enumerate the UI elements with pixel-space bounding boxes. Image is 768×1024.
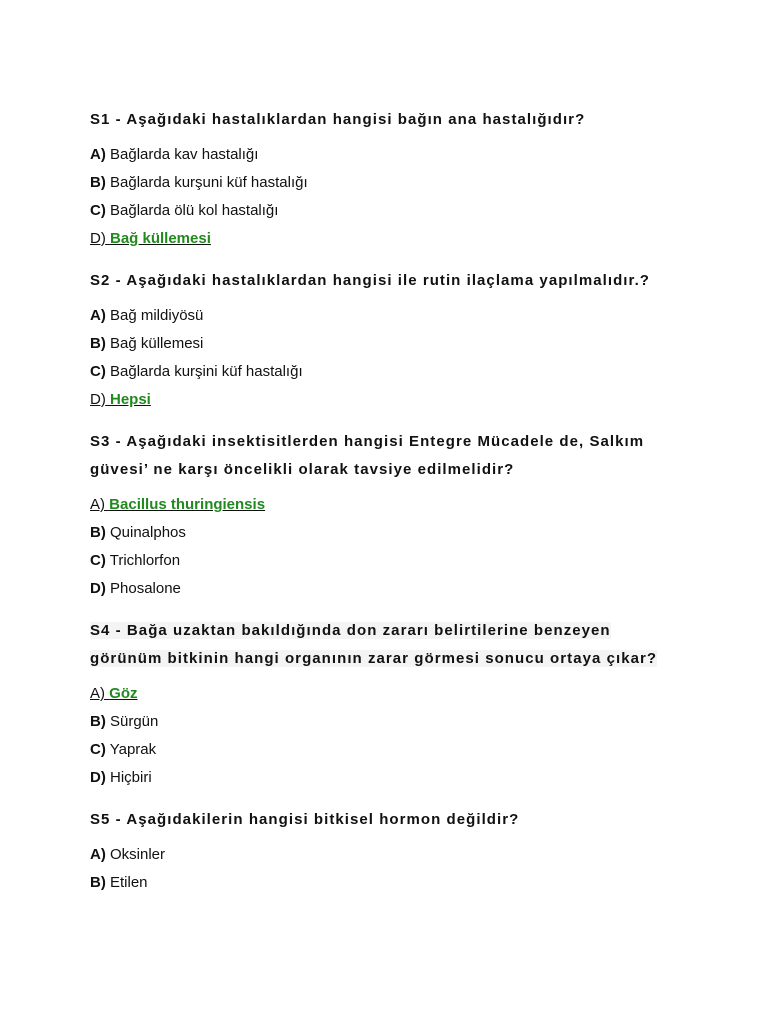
option-letter: C) [90, 552, 106, 569]
option-b[interactable] [90, 519, 690, 547]
question-2 [90, 267, 690, 414]
option-text: Bağ küllemesi [110, 335, 204, 352]
option-text: Bağlarda kav hastalığı [110, 146, 259, 163]
option-list [90, 141, 690, 253]
option-c[interactable] [90, 547, 690, 575]
option-text: Hepsi [110, 391, 151, 408]
question-text [90, 617, 690, 673]
option-a[interactable] [90, 841, 690, 869]
option-text: Trichlorfon [109, 552, 181, 569]
option-a-correct[interactable] [90, 680, 690, 708]
option-letter: C) [90, 202, 106, 219]
option-letter: A) [90, 496, 105, 513]
option-letter: A) [90, 146, 106, 163]
option-letter: B) [90, 874, 106, 891]
option-a-correct[interactable] [90, 491, 690, 519]
option-d-correct[interactable] [90, 386, 690, 414]
option-letter: C) [90, 741, 106, 758]
option-d-correct[interactable] [90, 225, 690, 253]
option-text: Sürgün [110, 713, 159, 730]
option-letter: B) [90, 174, 106, 191]
option-letter: A) [90, 307, 106, 324]
option-text: Bağ mildiyösü [110, 307, 204, 324]
question-4 [90, 617, 690, 792]
option-text: Bağ küllemesi [110, 230, 211, 247]
option-c[interactable] [90, 736, 690, 764]
option-text: Phosalone [110, 580, 181, 597]
quiz-page [90, 106, 690, 897]
option-letter: A) [90, 685, 105, 702]
option-list [90, 491, 690, 603]
question-text: S1 - Aşağıdaki hastalıklardan hangisi bağın ana hastalığıdır? [90, 111, 586, 128]
option-text: Quinalphos [110, 524, 186, 541]
question-text: S2 - Aşağıdaki hastalıklardan hangisi ile rutin ilaçlama yapılmalıdır.? [90, 272, 650, 289]
option-list [90, 302, 690, 414]
option-d[interactable] [90, 764, 690, 792]
option-b[interactable] [90, 869, 690, 897]
option-letter: A) [90, 846, 106, 863]
option-b[interactable] [90, 169, 690, 197]
option-letter: D) [90, 769, 106, 786]
option-letter: C) [90, 363, 106, 380]
option-text: Bağlarda kurşini küf hastalığı [110, 363, 303, 380]
question-text: S5 - Aşağıdakilerin hangisi bitkisel hormon değildir? [90, 811, 520, 828]
option-list [90, 841, 690, 897]
option-c[interactable] [90, 197, 690, 225]
option-letter: B) [90, 713, 106, 730]
option-text: Bacillus thuringiensis [109, 496, 266, 513]
question-5 [90, 806, 690, 897]
question-text [90, 428, 690, 484]
option-letter: D) [90, 391, 106, 408]
option-list [90, 680, 690, 792]
question-1 [90, 106, 690, 253]
option-d[interactable] [90, 575, 690, 603]
option-b[interactable] [90, 330, 690, 358]
option-a[interactable] [90, 141, 690, 169]
option-c[interactable] [90, 358, 690, 386]
question-line: güvesi’ ne karşı öncelikli olarak tavsiye edilmelidir? [90, 461, 515, 478]
question-line: S4 - Bağa uzaktan bakıldığında don zararı belirtilerine benzeyen [90, 622, 611, 639]
option-text: Yaprak [109, 741, 157, 758]
option-text: Oksinler [110, 846, 166, 863]
option-letter: D) [90, 580, 106, 597]
option-text: Hiçbiri [110, 769, 152, 786]
option-letter: B) [90, 335, 106, 352]
option-text: Bağlarda kurşuni küf hastalığı [110, 174, 308, 191]
option-text: Etilen [110, 874, 148, 891]
option-a[interactable] [90, 302, 690, 330]
question-3 [90, 428, 690, 603]
option-letter: D) [90, 230, 106, 247]
option-letter: B) [90, 524, 106, 541]
option-text: Göz [109, 685, 138, 702]
question-line: S3 - Aşağıdaki insektisitlerden hangisi Entegre Mücadele de, Salkım [90, 433, 645, 450]
option-b[interactable] [90, 708, 690, 736]
option-text: Bağlarda ölü kol hastalığı [110, 202, 279, 219]
question-line: görünüm bitkinin hangi organının zarar görmesi sonucu ortaya çıkar? [90, 650, 658, 667]
